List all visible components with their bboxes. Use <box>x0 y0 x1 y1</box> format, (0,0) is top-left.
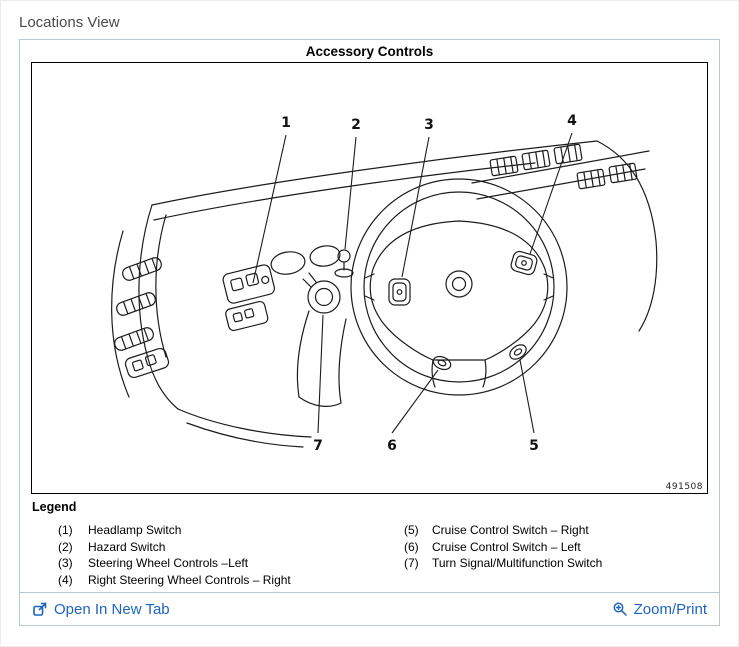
zoom-print-label: Zoom/Print <box>633 600 707 618</box>
steering-wheel-controls-right <box>510 250 539 276</box>
steering-wheel <box>351 179 567 395</box>
callout-number-6: 6 <box>387 438 397 454</box>
legend-item <box>404 522 707 539</box>
turn-signal-switch <box>303 273 340 313</box>
legend-item <box>404 555 707 572</box>
figure-panel <box>19 39 720 626</box>
legend-column-right <box>404 522 707 588</box>
legend-item-number: (4) <box>58 572 73 587</box>
legend-item-label: Headlamp Switch <box>88 523 182 537</box>
figure-title: Accessory Controls <box>305 44 434 59</box>
open-in-new-tab-label: Open In New Tab <box>54 600 170 618</box>
window-switch-panel <box>124 347 170 379</box>
legend-item-number: (3) <box>58 556 73 570</box>
legend-column-left <box>32 522 404 588</box>
vehicle-dashboard-diagram <box>32 63 707 493</box>
legend-item-label: Cruise Control Switch – Left <box>432 539 581 554</box>
callout-number-5: 5 <box>529 438 539 454</box>
door-vent-icon <box>113 326 155 352</box>
legend-item-number: (2) <box>58 539 73 554</box>
callout-number-7: 7 <box>313 438 323 454</box>
legend-item <box>404 539 707 556</box>
open-in-new-tab-link[interactable] <box>32 601 170 618</box>
legend-item-number: (5) <box>404 523 419 537</box>
callout-number-3: 3 <box>424 117 434 133</box>
legend-item <box>58 572 404 589</box>
legend-item-label: Right Steering Wheel Controls – Right <box>88 572 291 587</box>
diagram-box <box>31 62 708 494</box>
legend-item <box>58 555 404 572</box>
legend-item-label: Hazard Switch <box>88 539 166 554</box>
dashboard-outline <box>112 141 657 447</box>
zoom-print-link[interactable] <box>612 601 707 618</box>
zoom-magnifier-icon <box>612 601 628 617</box>
door-vent-icon <box>115 291 157 317</box>
callout-number-1: 1 <box>281 115 291 131</box>
figure-number: 491508 <box>665 482 703 492</box>
steering-wheel-controls-left <box>389 279 410 305</box>
cruise-control-switch-left <box>431 354 452 372</box>
vent-grille-icon <box>554 144 582 164</box>
legend-item-number: (6) <box>404 539 419 554</box>
legend-item-number: (7) <box>404 556 419 570</box>
switch-panel <box>225 301 269 332</box>
callout-number-4: 4 <box>567 113 577 129</box>
legend-item-label: Turn Signal/Multifunction Switch <box>432 556 603 570</box>
legend-item <box>58 539 404 556</box>
page-title: Locations View <box>19 14 120 31</box>
legend-heading: Legend <box>32 500 77 514</box>
hazard-switch <box>335 250 353 277</box>
vent-grille-icon <box>522 150 550 170</box>
headlamp-switch <box>222 264 276 305</box>
legend-item-label: Cruise Control Switch – Right <box>432 523 589 537</box>
legend-item-label: Steering Wheel Controls –Left <box>88 556 249 570</box>
legend-item <box>58 522 404 539</box>
legend-item-number: (1) <box>58 523 73 537</box>
legend <box>32 500 707 588</box>
callout-number-2: 2 <box>351 117 361 133</box>
figure-footer <box>20 592 719 625</box>
open-in-new-tab-icon <box>32 601 48 617</box>
